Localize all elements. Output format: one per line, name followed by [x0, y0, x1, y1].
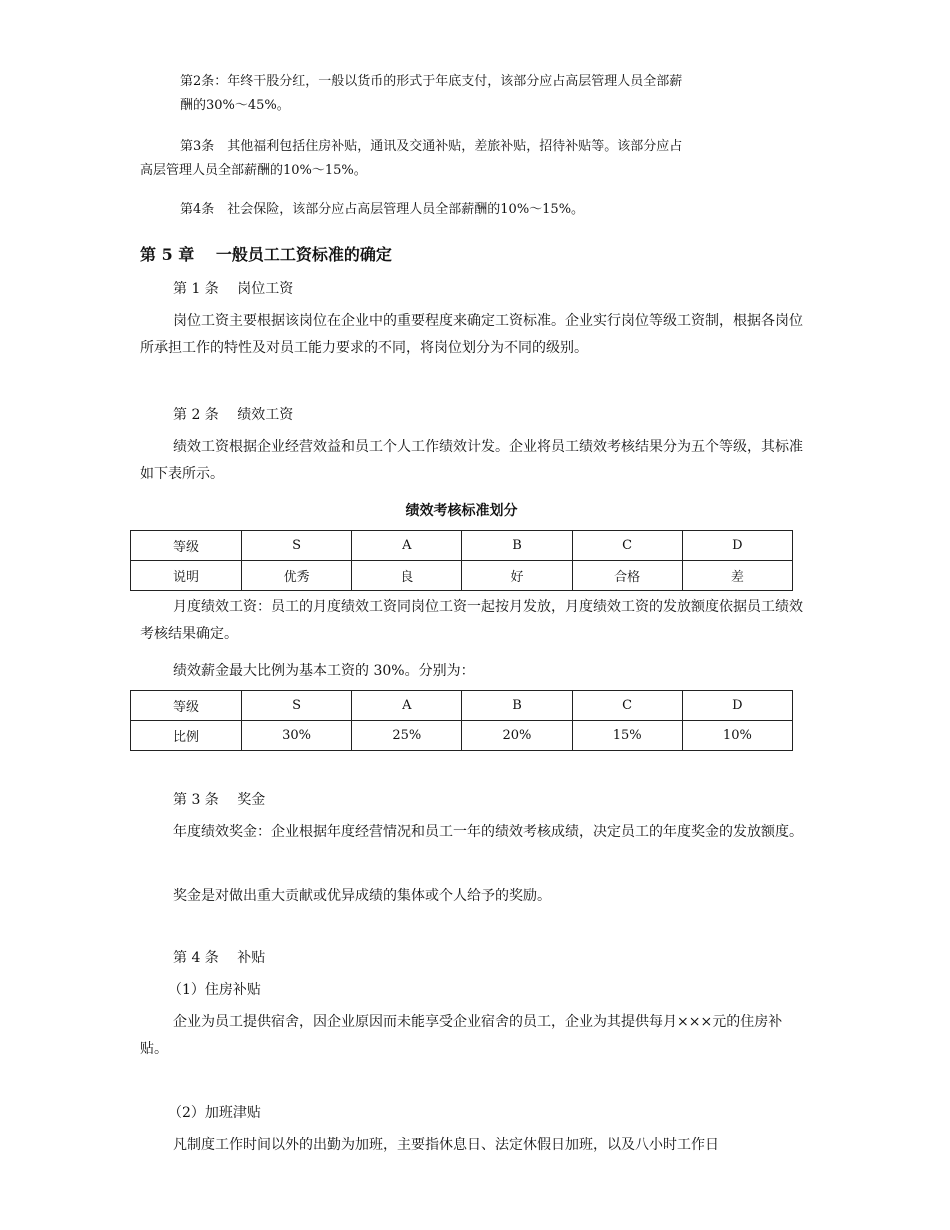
article-2-body: 绩效工资根据企业经营效益和员工个人工作绩效计发。企业将员工绩效考核结果分为五个等级，其标准如下表所示。: [140, 439, 803, 482]
table-cell: 15%: [572, 721, 682, 751]
article-4-heading: 第 4 条 补贴: [173, 950, 266, 966]
table-cell: C: [572, 531, 682, 561]
article-1-body: 岗位工资主要根据该岗位在企业中的重要程度来确定工资标准。企业实行岗位等级工资制，根据各岗位所承担工作的特性及对员工能力要求的不同，将岗位划分为不同的级别。: [140, 313, 803, 356]
table-cell: 好: [462, 561, 572, 591]
table-cell: B: [462, 691, 572, 721]
table-row: [131, 691, 793, 721]
article-1-heading: 第 1 条 岗位工资: [173, 281, 294, 297]
table-cell: S: [242, 531, 352, 561]
grade-description-table: [130, 530, 793, 591]
monthly-performance-pay: 月度绩效工资：员工的月度绩效工资同岗位工资一起按月发放，月度绩效工资的发放额度依据员工绩效考核结果确定。: [140, 599, 803, 642]
clause-2-line-2: 酬的30%～45%。: [180, 98, 290, 113]
table-cell: 合格: [572, 561, 682, 591]
table-cell: 说明: [131, 561, 242, 591]
clause-2-line-1: 第2条：年终干股分红，一般以货币的形式于年底支付，该部分应占高层管理人员全部薪: [180, 74, 683, 89]
table-cell: S: [242, 691, 352, 721]
overtime-allowance-body: 凡制度工作时间以外的出勤为加班，主要指休息日、法定休假日加班，以及八小时工作日: [173, 1137, 719, 1153]
table-cell: 30%: [242, 721, 352, 751]
clause-3-line-2: 高层管理人员全部薪酬的10%～15%。: [140, 163, 367, 178]
table-cell: D: [682, 531, 792, 561]
overtime-allowance-title: （2）加班津贴: [168, 1105, 261, 1121]
table-row: [131, 721, 793, 751]
table-cell: 优秀: [242, 561, 352, 591]
table-1-caption: 绩效考核标准划分: [405, 503, 518, 519]
table-cell: D: [682, 691, 792, 721]
article-2-heading: 第 2 条 绩效工资: [173, 407, 294, 423]
clause-2-dividend: [140, 70, 810, 118]
grade-ratio-table: [130, 690, 793, 751]
table-cell: 25%: [352, 721, 462, 751]
table-cell: 10%: [682, 721, 792, 751]
article-3-heading: 第 3 条 奖金: [173, 792, 266, 808]
table-cell: 良: [352, 561, 462, 591]
housing-subsidy-body: 企业为员工提供宿舍，因企业原因而未能享受企业宿舍的员工，企业为其提供每月×××元的住房补贴。: [140, 1014, 783, 1057]
table-cell: 20%: [462, 721, 572, 751]
max-ratio-text: 绩效薪金最大比例为基本工资的 30%。分别为：: [173, 663, 475, 679]
annual-bonus-text: 年度绩效奖金：企业根据年度经营情况和员工一年的绩效考核成绩，决定员工的年度奖金的发放额度。: [173, 824, 803, 840]
table-cell: C: [572, 691, 682, 721]
table-row: [131, 531, 793, 561]
table-cell: 比例: [131, 721, 242, 751]
table-cell: 差: [682, 561, 792, 591]
clause-3-benefits: [140, 135, 810, 183]
table-cell: A: [352, 691, 462, 721]
table-cell: 等级: [131, 691, 242, 721]
clause-3-line-1: 第3条 其他福利包括住房补贴，通讯及交通补贴，差旅补贴，招待补贴等。该部分应占: [180, 139, 683, 154]
clause-4-insurance: 第4条 社会保险，该部分应占高层管理人员全部薪酬的10%～15%。: [180, 202, 585, 217]
housing-subsidy-title: （1）住房补贴: [168, 982, 261, 998]
bonus-definition: 奖金是对做出重大贡献或优异成绩的集体或个人给予的奖励。: [173, 888, 551, 904]
table-cell: A: [352, 531, 462, 561]
table-cell: B: [462, 531, 572, 561]
table-row: [131, 561, 793, 591]
chapter-5-title: 第 5 章 一般员工工资标准的确定: [140, 245, 392, 264]
table-cell: 等级: [131, 531, 242, 561]
